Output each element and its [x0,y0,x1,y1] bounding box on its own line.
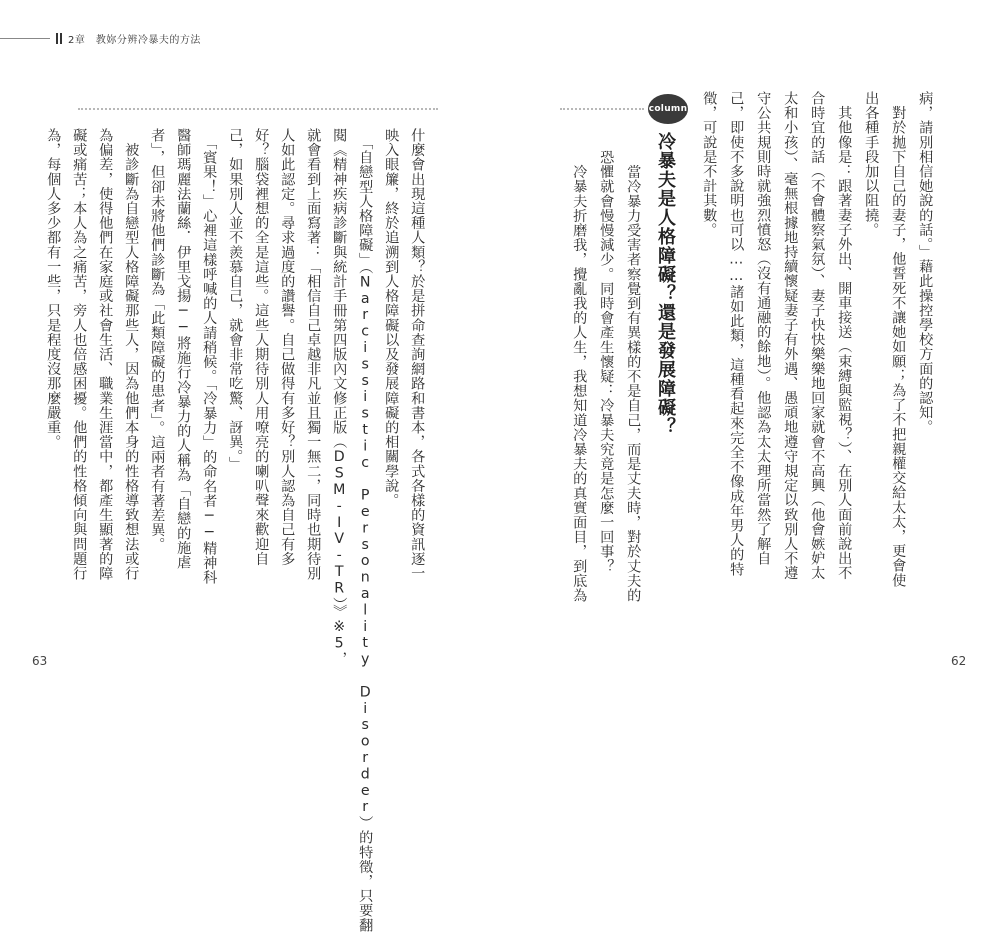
text-line: 閱《精神疾病診斷與統計手冊第四版內文修正版（DSM-IV-TR）》※5， [331,128,348,667]
column-title: 冷暴夫是人格障礙？還是發展障礙？ [655,132,676,436]
page-number-left: 63 [32,654,48,668]
text-line: 太和小孩）、毫無根據地持續懷疑妻子有外遇、愚頑地遵守規定以致別人不遵 [782,91,799,581]
text-line: 己，如果別人並不羨慕自己，就會非常吃驚、訝異。」 [227,128,244,472]
text-line: 礙或痛苦；本人為之痛苦，旁人也倍感困擾。他們的性格傾向與問題行 [71,128,88,581]
text-line: 己，即使不多說明也可以……諸如此類，這種看起來完全不像成年男人的特 [728,91,745,577]
text-line: 被診斷為自戀型人格障礙那些人，因為他們本身的性格導致想法或行 [123,128,140,581]
header-bar-mark [56,33,58,44]
text-line: 人如此認定。尋求過度的讚譽。自己做得有多好？別人認為自己有多 [279,128,296,566]
chapter-title: 2章 教妳分辨冷暴夫的方法 [68,34,201,46]
column-badge: column [648,94,688,124]
dotted-divider-right [560,108,644,110]
text-line: 就會看到上面寫著：「相信自己卓越非凡並且獨一無二，同時也期待別 [305,128,322,581]
text-line: 好？腦袋裡想的全是這些。這些人期待別人用嘹亮的喇叭聲來歡迎自 [253,128,270,566]
text-line: 為，每個人多少都有一些，只是程度沒那麼嚴重。 [45,128,62,450]
text-line: 其他像是：跟著妻子外出、開車接送（束縛與監視？）、在別人面前說出不 [836,91,853,581]
dotted-divider-left [78,108,438,110]
header-rule [0,38,50,39]
text-line: 者」，但卻未將他們診斷為「此類障礙的患者」。這兩者有著差異。 [149,128,166,552]
text-line: 什麼會出現這種人類？於是拼命查詢網路和書本，各式各樣的資訊逐一 [409,128,426,581]
text-line: 冷暴夫折磨我，攪亂我的人生，我想知道冷暴夫的真實面目，到底為 [571,150,588,603]
page-number-right: 62 [951,654,967,668]
text-line: 出各種手段加以阻撓。 [863,91,880,237]
header-bar-mark [60,33,62,44]
text-line: 徵，可說是不計其數。 [701,91,718,237]
text-line: 為偏差，使得他們在家庭或社會生活、職業生涯當中，都產生顯著的障 [97,128,114,581]
text-line: 恐懼就會慢慢減少。同時會產生懷疑：冷暴夫究竟是怎麼一回事？ [598,150,615,574]
running-header [0,30,201,46]
text-line: 「自戀型人格障礙」（Narcissistic Personality Disorder）的特徵，只要翻 [357,128,374,932]
text-line: 合時宜的話（不會體察氣氛）、妻子快快樂樂地回家就會不高興（他會嫉妒太 [809,91,826,581]
text-line: 病，請別相信她說的話。」藉此操控學校方面的認知。 [917,91,934,435]
text-line: 映入眼簾，終於追溯到人格障礙以及發展障礙的相關學說。 [383,128,400,508]
text-line: 「賓果！」心裡這樣呼喊的人請稍候。「冷暴力」的命名者──精神科 [201,128,218,585]
text-line: 醫師瑪麗法蘭絲．伊里戈揚──將施行冷暴力的人稱為「自戀的施虐 [175,128,192,570]
text-line: 守公共規則時就強烈憤怒（沒有通融的餘地）。他認為太太理所當然了解自 [755,91,772,566]
text-line: 對於拋下自己的妻子，他誓死不讓她如願；為了不把親權交給太太，更會使 [890,91,907,588]
text-line: 當冷暴力受害者察覺到有異樣的不是自己，而是丈夫時，對於丈夫的 [625,150,642,603]
